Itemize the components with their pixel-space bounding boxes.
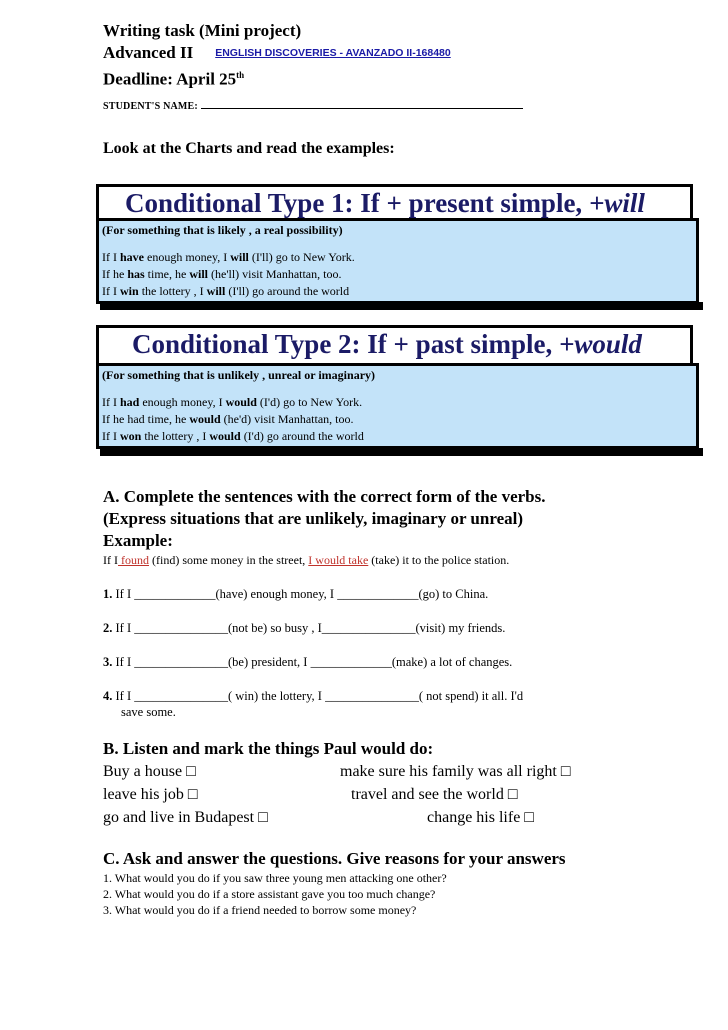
chart2-box [96, 363, 699, 449]
chart1-title-main: Conditional Type 1: If + present simple, [125, 188, 589, 218]
section-a-title: A. Complete the sentences with the correct form of the verbs. [103, 487, 546, 506]
section-b [103, 738, 703, 829]
item-change-life[interactable]: change his life □ [427, 809, 534, 826]
item-travel-world[interactable]: travel and see the world □ [351, 786, 518, 803]
student-name-line [103, 99, 703, 112]
chart2-title [96, 325, 693, 365]
deadline-line [103, 64, 703, 91]
section-a-example: If I found (find) some money in the street, I would take (take) it to the police station. [103, 553, 510, 567]
chart2-shadow [100, 448, 703, 456]
section-c-title: C. Ask and answer the questions. Give reasons for your answers [103, 849, 566, 868]
chart1-note: (For something that is likely , a real possibility) [102, 223, 343, 237]
level-label: Advanced II [103, 43, 194, 62]
question-4: 4. If I _______________( win) the lottery, I _______________( not spend) it all. I'd [103, 689, 524, 703]
level-line [103, 42, 703, 64]
student-name-blank[interactable] [201, 99, 523, 109]
section-a [103, 486, 703, 720]
chart1-example-3: If I win the lottery , I will (I'll) go around the world [102, 284, 350, 298]
section-c-question-3: 3. What would you do if a friend needed to borrow some money? [103, 903, 417, 917]
chart2-example-2: If he had time, he would (he'd) visit Manhattan, too. [102, 412, 354, 426]
section-c-question-1: 1. What would you do if you saw three young men attacking one other? [103, 871, 447, 885]
chart1-box [96, 218, 699, 304]
chart1-title-will: +will [588, 188, 645, 218]
section-a-example-label: Example: [103, 531, 173, 550]
document-header [103, 20, 703, 158]
item-leave-job[interactable]: leave his job □ [103, 786, 198, 803]
chart2-title-main: Conditional Type 2: If + past simple, [132, 329, 559, 359]
intro-text: Look at the Charts and read the examples: [103, 139, 395, 157]
section-c-question-2: 2. What would you do if a store assistant gave you too much change? [103, 887, 436, 901]
deadline-suffix: th [236, 70, 245, 80]
question-2: 2. If I _______________(not be) so busy , I_______________(visit) my friends. [103, 621, 506, 635]
deadline-label: Deadline: April 25 [103, 69, 237, 89]
chart2-title-would: +would [558, 329, 642, 359]
course-link[interactable]: ENGLISH DISCOVERIES - AVANZADO II-168480 [215, 47, 451, 59]
chart1-example-2: If he has time, he will (he'll) visit Manhattan, too. [102, 267, 342, 281]
section-a-subtitle: (Express situations that are unlikely, imaginary or unreal) [103, 509, 524, 528]
item-buy-house[interactable]: Buy a house □ [103, 763, 196, 780]
chart2-note: (For something that is unlikely , unreal or imaginary) [102, 368, 376, 382]
chart2-example-1: If I had enough money, I would (I'd) go to New York. [102, 395, 363, 409]
section-b-items [103, 760, 703, 829]
student-name-label: STUDENT'S NAME: [103, 100, 198, 112]
task-title: Writing task (Mini project) [103, 21, 302, 40]
question-1: 1. If I _____________(have) enough money, I _____________(go) to China. [103, 587, 489, 601]
item-family-all-right[interactable]: make sure his family was all right □ [340, 763, 571, 780]
question-3: 3. If I _______________(be) president, I _____________(make) a lot of changes. [103, 655, 513, 669]
question-4-continued: save some. [121, 705, 176, 719]
chart1-title [96, 184, 693, 222]
chart2-example-3: If I won the lottery , I would (I'd) go around the world [102, 429, 364, 443]
section-b-title: B. Listen and mark the things Paul would do: [103, 739, 434, 758]
section-c [103, 848, 703, 918]
chart1-example-1: If I have enough money, I will (I'll) go to New York. [102, 250, 355, 264]
item-live-budapest[interactable]: go and live in Budapest □ [103, 809, 268, 826]
